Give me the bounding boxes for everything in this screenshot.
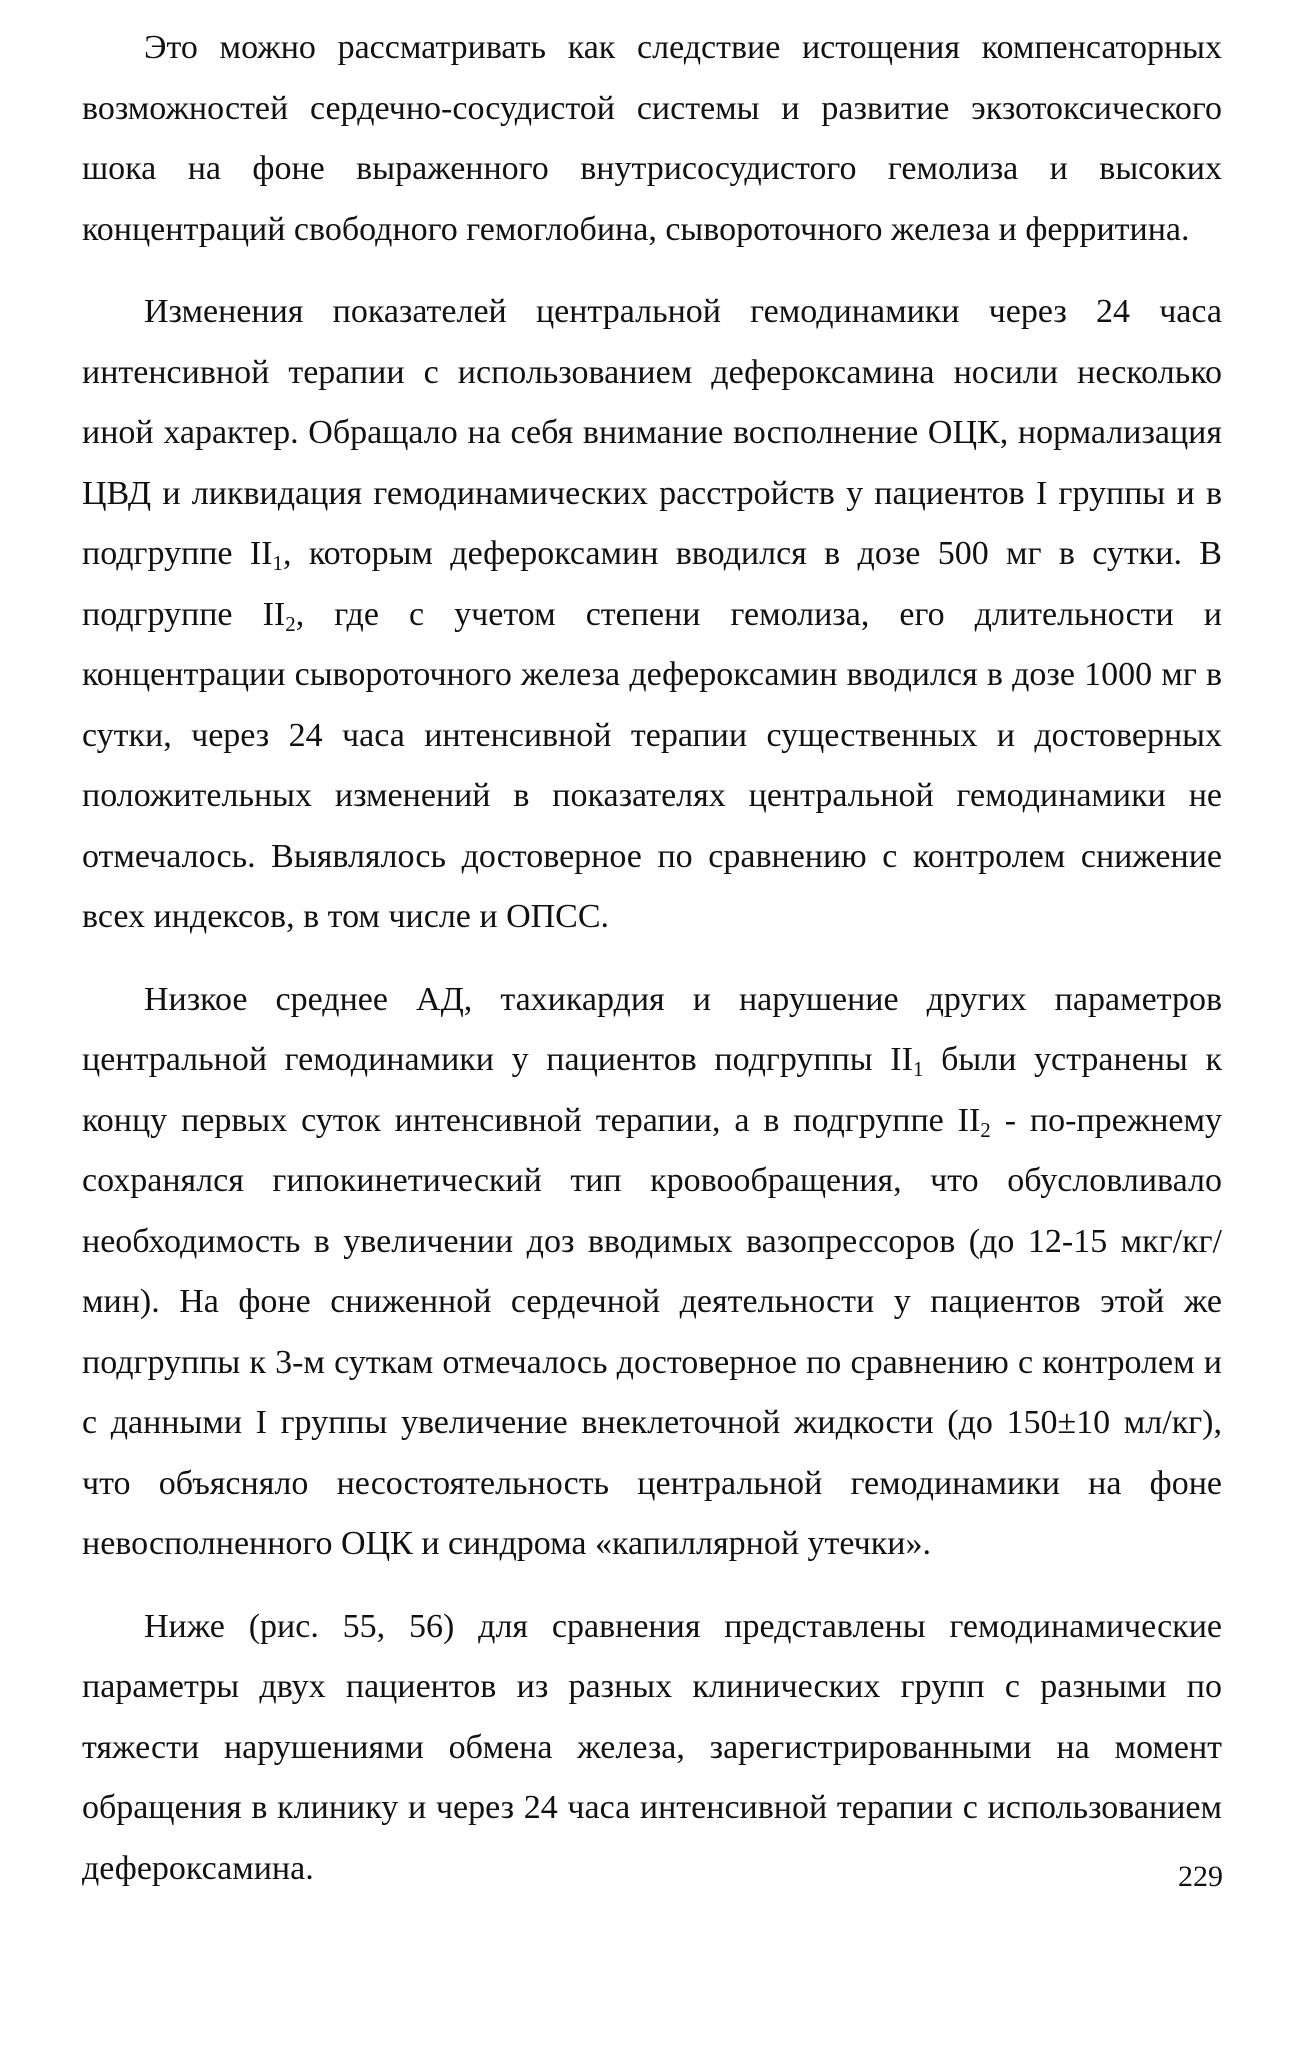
subscript-2: 2 xyxy=(285,611,296,636)
paragraph-2-text-c: , где с учетом степени гемолиза, его длительности и концентрации сывороточного железа дефероксамин вводился в дозе 1000 мг в сутки, через 24 часа интенсивной терапии существенных и достоверных положительных изменений в показателях центральной гемодинамики не отмечалось. Выявлялось достоверное по сравнению с контролем снижение всех индексов, в том числе и ОПСС. xyxy=(82,595,1222,935)
paragraph-4-text: Ниже (рис. 55, 56) для сравнения представлены гемодинамические параметры двух пациентов из разных клинических групп с разными по тяжести нарушениями обмена железа, зарегистрированными на момент обращения в клинику и через 24 часа интенсивной терапии с использованием дефероксамина. xyxy=(82,1607,1222,1887)
paragraph-2-text-a: Изменения показателей центральной гемодинамики через 24 часа интенсивной терапии с использованием дефероксамина носили несколько иной характер. Обращало на себя внимание восполнение ОЦК, нормализация ЦВД и ликвидация гемодинамических расстройств у пациентов I группы и в подгруппе II xyxy=(82,293,1222,572)
paragraph-1 xyxy=(82,18,1222,260)
subscript-1: 1 xyxy=(272,551,283,575)
subscript-2: 2 xyxy=(980,1117,991,1142)
paragraph-1-text: Это можно рассматривать как следствие истощения компенсаторных возможностей сердечно-сосудистой системы и развитие экзотоксического шока на фоне выраженного внутрисосудистого гемолиза и высоких концентраций свободного гемоглобина, сывороточного железа и ферритина. xyxy=(82,29,1222,248)
paragraph-3-text-b: были устранены к концу первых суток интенсивной терапии, а в подгруппе II xyxy=(82,1041,1223,1139)
paragraph-3 xyxy=(82,970,1222,1575)
paragraph-2 xyxy=(82,282,1222,948)
page-number: 229 xyxy=(1178,1860,1223,1893)
paragraph-4 xyxy=(82,1597,1222,1900)
document-body xyxy=(82,18,1222,1921)
paragraph-2-text-b: , которым дефероксамин вводился в дозе 500 мг в сутки. В подгруппе II xyxy=(82,535,1222,633)
paragraph-3-text-c: - по-прежнему сохранялся гипокинетический тип кровообращения, что обусловливало необходимость в увеличении доз вводимых вазопрессоров (до 12-15 мкг/кг/мин). На фоне сниженной сердечной деятельности у пациентов этой же подгруппы к 3-м суткам отмечалось достоверное по сравнению с контролем и с данными I группы увеличение внеклеточной жидкости (до 150±10 мл/кг), что объясняло несостоятельность центральной гемодинамики на фоне невосполненного ОЦК и синдрома «капиллярной утечки». xyxy=(82,1101,1222,1562)
paragraph-3-text-a: Низкое среднее АД, тахикардия и нарушение других параметров центральной гемодинамики у пациентов подгруппы II xyxy=(82,980,1222,1078)
subscript-1: 1 xyxy=(912,1057,924,1081)
